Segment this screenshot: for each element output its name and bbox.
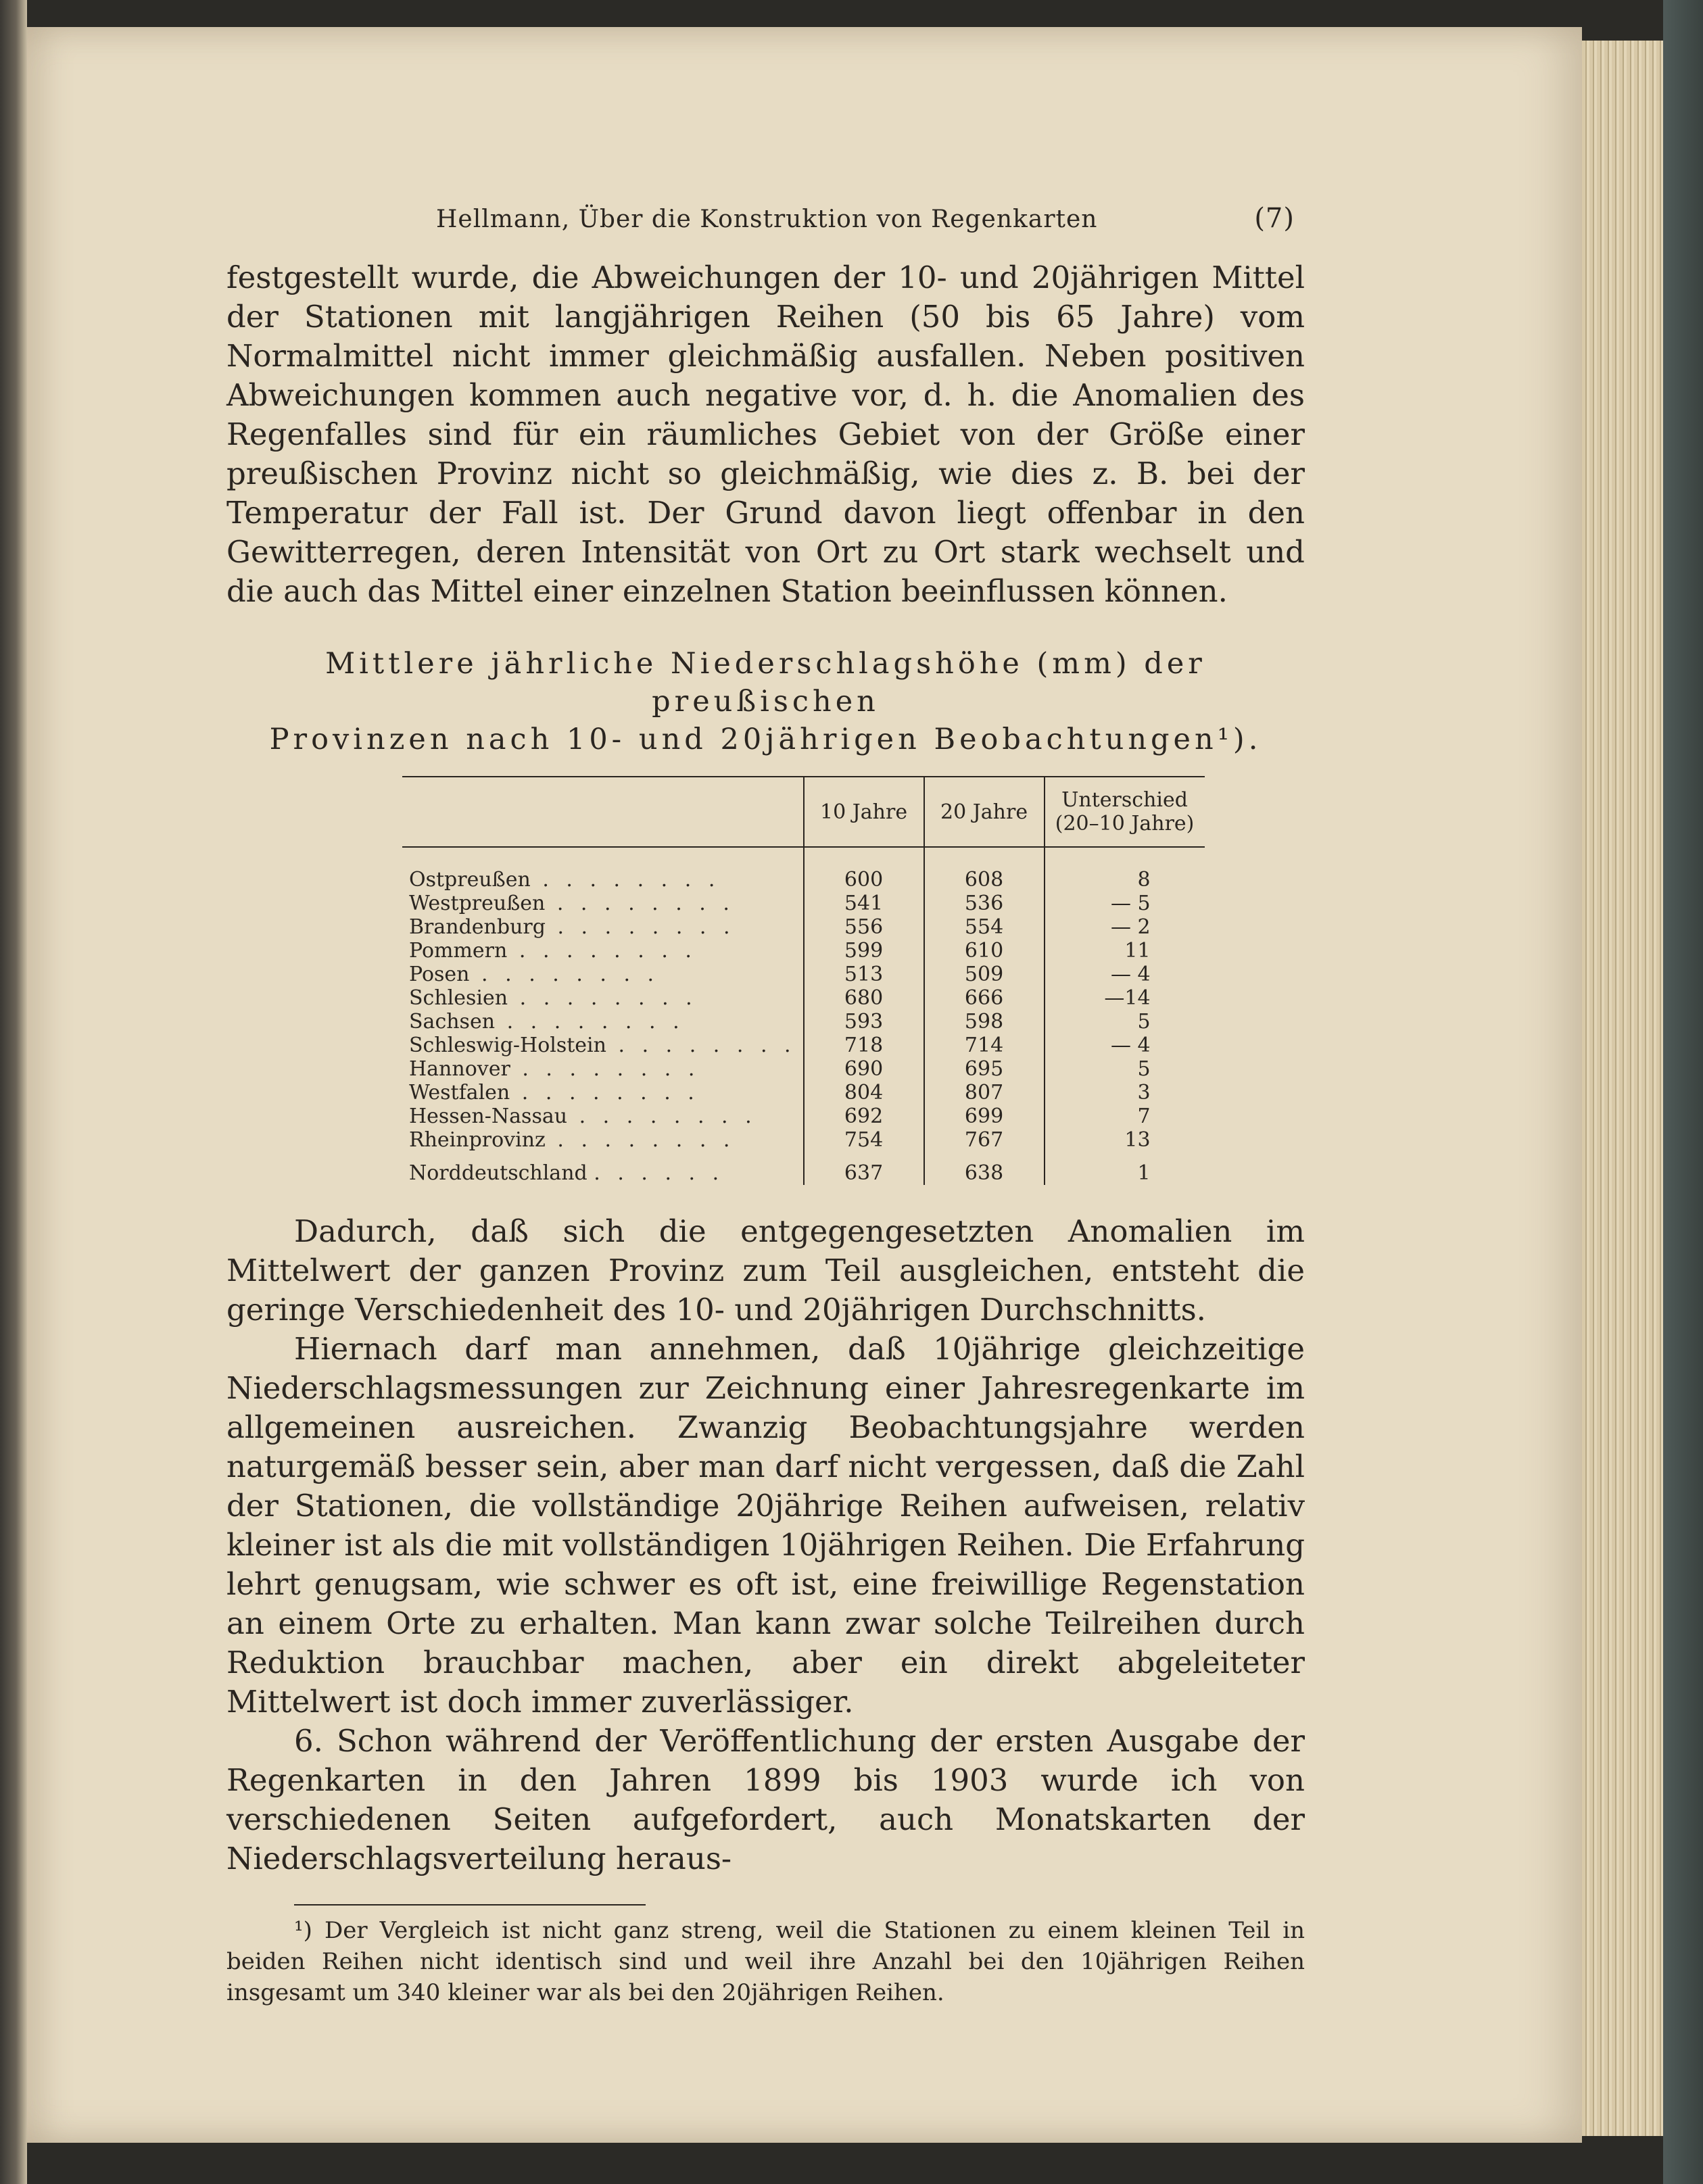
value-difference: — 4 [1110, 1034, 1151, 1057]
value-20-years: 666 [924, 986, 1045, 1010]
table-caption-line: Provinzen nach 10- und 20jährigen Beobachtungen¹). [269, 723, 1262, 756]
book-left-edge [0, 0, 27, 2184]
table-row: Schleswig-Holstein . . . . . . . . 718 714 — 4 [402, 1034, 1205, 1057]
value-10-years: 513 [804, 963, 924, 986]
paragraph: Dadurch, daß sich die entgegengesetzten Anomalien im Mittelwert der ganzen Provinz zum Teil ausgleichen, entsteht die geringe Verschiedenheit des 10- und 20jährigen Durchschnitts. [226, 1213, 1305, 1328]
table-row: Brandenburg . . . . . . . . 556 554 — 2 [402, 915, 1205, 939]
value-20-years: 807 [924, 1081, 1045, 1105]
province-name: Posen [409, 963, 470, 986]
value-difference: 13 [1124, 1128, 1151, 1152]
value-difference: — 2 [1110, 915, 1151, 939]
value-10-years: 593 [804, 1010, 924, 1034]
table-row: Rheinprovinz . . . . . . . . 754 767 13 [402, 1128, 1205, 1152]
value-10-years: 692 [804, 1105, 924, 1128]
value-10-years: 754 [804, 1128, 924, 1152]
value-20-years: 608 [924, 847, 1045, 892]
table-row: Hessen-Nassau . . . . . . . . 692 699 7 [402, 1105, 1205, 1128]
value-20-years: 536 [924, 892, 1045, 915]
footnote: ¹) Der Vergleich ist nicht ganz streng, weil die Stationen zu einem kleinen Teil in beiden Reihen nicht identisch sind und weil ihre Anzahl bei den 10jährigen Reihen insgesamt um 340 kleiner war als bei den 20jährigen Reihen. [226, 1917, 1305, 2006]
value-difference: 3 [1137, 1081, 1151, 1105]
value-difference: —14 [1104, 986, 1151, 1010]
paragraph: 6. Schon während der Veröffentlichung der ersten Ausgabe der Regenkarten in den Jahren 1899 bis 1903 wurde ich von verschiedenen Seiten aufgefordert, auch Monatskarten der Niederschlagsverteilung heraus- [226, 1723, 1305, 1876]
province-name: Schleswig-Holstein [409, 1034, 606, 1057]
province-name: Rheinprovinz [409, 1128, 546, 1152]
table-row: Westpreußen . . . . . . . . 541 536 — 5 [402, 892, 1205, 915]
header-cell-difference [1045, 777, 1205, 847]
total-20-years: 638 [924, 1152, 1045, 1185]
value-difference: 5 [1137, 1057, 1151, 1081]
value-10-years: 600 [804, 847, 924, 892]
running-header [436, 203, 1295, 234]
table-header-row [402, 777, 1205, 847]
table-caption-line: Mittlere jährliche Niederschlagshöhe (mm) der preußischen [325, 647, 1206, 719]
table-row: Hannover . . . . . . . . 690 695 5 [402, 1057, 1205, 1081]
page-stack-edge [1582, 41, 1663, 2136]
value-10-years: 680 [804, 986, 924, 1010]
header-cell-province [402, 777, 804, 847]
value-10-years: 690 [804, 1057, 924, 1081]
province-name: Sachsen [409, 1010, 496, 1034]
page-content [226, 203, 1305, 2008]
province-name: Brandenburg [409, 915, 546, 939]
value-20-years: 714 [924, 1034, 1045, 1057]
header-cell-10-years: 10 Jahre [804, 777, 924, 847]
paragraph: festgestellt wurde, die Abweichungen der 10- und 20jährigen Mittel der Stationen mit langjährigen Reihen (50 bis 65 Jahre) vom Normalmittel nicht immer gleichmäßig ausfallen. Neben positiven Abweichungen kommen auch negative vor, d. h. die Anomalien des Regenfalles sind für ein räumliches Gebiet von der Größe einer preußischen Provinz nicht so gleichmäßig, wie dies z. B. bei der Temperatur der Fall ist. Der Grund davon liegt offenbar in den Gewitterregen, deren Intensität von Ort zu Ort stark wechselt und die auch das Mittel einer einzelnen Station beeinflussen können. [226, 260, 1305, 609]
value-difference: 5 [1137, 1010, 1151, 1034]
province-name: Schlesien [409, 986, 508, 1010]
table-row: Westfalen . . . . . . . . 804 807 3 [402, 1081, 1205, 1105]
province-name: Westpreußen [409, 892, 546, 915]
value-20-years: 767 [924, 1128, 1045, 1152]
page-number: (7) [1254, 203, 1295, 234]
table-row: Posen . . . . . . . . 513 509 — 4 [402, 963, 1205, 986]
value-10-years: 804 [804, 1081, 924, 1105]
province-name: Hannover [409, 1057, 510, 1081]
table-row: Pommern . . . . . . . . 599 610 11 [402, 939, 1205, 963]
running-title: Hellmann, Über die Konstruktion von Regenkarten [436, 205, 1098, 233]
value-20-years: 554 [924, 915, 1045, 939]
province-name: Westfalen [409, 1081, 510, 1105]
province-name: Hessen-Nassau [409, 1105, 568, 1128]
table-row: Schlesien . . . . . . . . 680 666 —14 [402, 986, 1205, 1010]
value-20-years: 699 [924, 1105, 1045, 1128]
value-difference: 11 [1124, 939, 1151, 963]
header-difference-sub: (20–10 Jahre) [1055, 812, 1195, 835]
footnote-divider [294, 1904, 646, 1906]
province-name: Pommern [409, 939, 508, 963]
value-10-years: 556 [804, 915, 924, 939]
value-20-years: 598 [924, 1010, 1045, 1034]
value-difference: 7 [1137, 1105, 1151, 1128]
value-difference: 8 [1137, 868, 1151, 892]
header-difference-label: Unterschied [1061, 788, 1188, 812]
total-10-years: 637 [804, 1152, 924, 1185]
total-difference: 1 [1137, 1161, 1151, 1185]
table-row: Sachsen . . . . . . . . 593 598 5 [402, 1010, 1205, 1034]
value-10-years: 599 [804, 939, 924, 963]
value-difference: — 4 [1110, 963, 1151, 986]
header-cell-20-years: 20 Jahre [924, 777, 1045, 847]
value-20-years: 509 [924, 963, 1045, 986]
province-name: Ostpreußen [409, 868, 531, 892]
value-difference: — 5 [1110, 892, 1151, 915]
precipitation-table [402, 776, 1349, 1185]
table-row: Ostpreußen . . . . . . . . 600 608 8 [402, 847, 1205, 892]
value-10-years: 541 [804, 892, 924, 915]
value-10-years: 718 [804, 1034, 924, 1057]
table-total-row: Norddeutschland . . . . . . 637 638 1 [402, 1152, 1205, 1185]
paragraph: Hiernach darf man annehmen, daß 10jährige gleichzeitige Niederschlagsmessungen zur Zeichnung einer Jahresregenkarte im allgemeinen ausreichen. Zwanzig Beobachtungsjahre werden naturgemäß besser sein, aber man darf nicht vergessen, daß die Zahl der Stationen, die vollständige 20jährige Reihen aufweisen, relativ kleiner ist als die mit vollständigen 10jährigen Reihen. Die Erfahrung lehrt genugsam, wie schwer es oft ist, eine freiwillige Regenstation an einem Orte zu erhalten. Man kann zwar solche Teilreihen durch Reduktion brauchbar machen, aber ein direkt abgeleiteter Mittelwert ist doch immer zuverlässiger. [226, 1331, 1305, 1720]
total-name: Norddeutschland [409, 1161, 587, 1185]
value-20-years: 610 [924, 939, 1045, 963]
value-20-years: 695 [924, 1057, 1045, 1081]
book-cover-board [1663, 0, 1703, 2184]
table-caption [226, 645, 1305, 758]
